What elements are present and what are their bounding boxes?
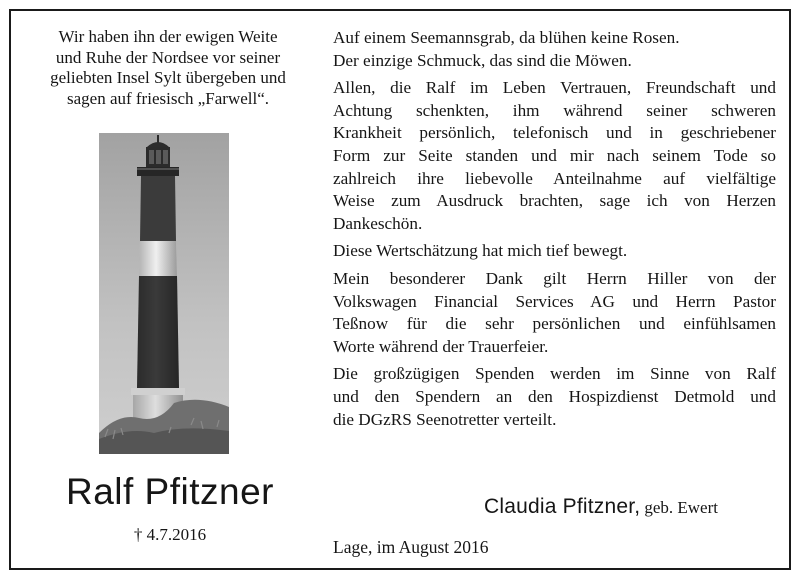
- text-line: Achtung schenkten, ihm während seiner schweren: [333, 100, 776, 120]
- text-line: Teßnow für die sehr persönlichen und einfühlsamen: [333, 314, 776, 334]
- motto-paragraph: [333, 27, 776, 72]
- place-date: Lage, im August 2016: [333, 537, 489, 557]
- text-line: Die großzügigen Spenden werden im Sinne von Ralf: [333, 364, 776, 384]
- text-line: Weise zum Ausdruck brachten, sage ich von Herzen: [333, 191, 776, 211]
- text-line: die DGzRS Seenotretter verteilt.: [333, 409, 557, 429]
- deceased-name: Ralf Pfitzner: [65, 471, 274, 512]
- text-line: Auf einem Seemannsgrab, da blühen keine Rosen.: [333, 28, 680, 47]
- text-line: Allen, die Ralf im Leben Vertrauen, Freundschaft und: [333, 78, 776, 98]
- thanks-text: [333, 27, 776, 436]
- signature-name: Claudia Pfitzner,: [484, 495, 641, 518]
- text-line: Volkswagen Financial Services AG und Herrn Pastor: [333, 291, 776, 311]
- verse-line: Wir haben ihn der ewigen Weite: [58, 27, 278, 46]
- signature-birth-name: geb. Ewert: [644, 498, 718, 517]
- text-line: Mein besonderer Dank gilt Herrn Hiller von der: [333, 268, 776, 288]
- verse-line: und Ruhe der Nordsee vor seiner: [55, 47, 281, 67]
- text-line: Diese Wertschätzung hat mich tief bewegt.: [333, 241, 628, 261]
- lighthouse-photo: [99, 133, 229, 454]
- farewell-verse: [18, 27, 318, 109]
- text-line: Der einzige Schmuck, das sind die Möwen.: [333, 50, 632, 70]
- verse-line: geliebten Insel Sylt übergeben und: [50, 68, 286, 87]
- text-line: Krankheit persönlich, telefonisch und in geschriebener: [333, 123, 776, 143]
- special-thanks-paragraph: [333, 268, 776, 358]
- appreciation-paragraph: [333, 240, 776, 263]
- text-line: Form zur Seite standen und mir nach seinem Tode so: [333, 145, 776, 165]
- death-date: † 4.7.2016: [133, 525, 207, 544]
- text-line: Worte während der Trauerfeier.: [333, 336, 549, 356]
- donations-paragraph: [333, 363, 776, 431]
- text-line: und den Spendern an den Hospizdienst Detmold und: [333, 386, 776, 406]
- verse-line: sagen auf friesisch „Farwell“.: [66, 88, 270, 108]
- text-line: zahlreich ihre liebevolle Anteilnahme auf vielfältige: [333, 168, 776, 188]
- thanks-paragraph: [333, 77, 776, 235]
- text-line: Dankeschön.: [333, 213, 423, 233]
- signature: [484, 495, 718, 519]
